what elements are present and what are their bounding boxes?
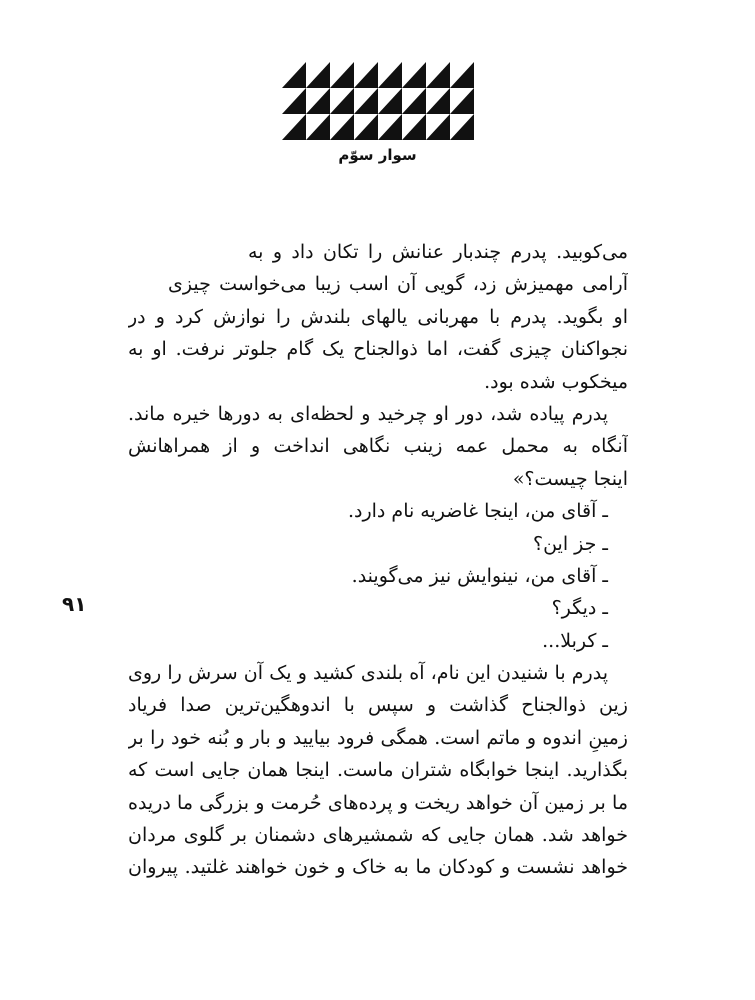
text-line: خواهد شد. همان جایی که شمشیرهای دشمنان بر گلوی مردان [128, 824, 628, 847]
ornament-triangle [354, 62, 378, 88]
ornament-triangle [306, 62, 330, 88]
ornament-triangle [378, 114, 402, 140]
ornament-triangle [330, 88, 354, 114]
ornament-triangle [378, 88, 402, 114]
chapter-title: سوار سوّم [338, 146, 417, 164]
ornament-triangle [402, 114, 426, 140]
text-line: پدرم با شنیدن این نام، آه بلندی کشید و یک آن سرش را روی [128, 662, 608, 685]
text-line: میخکوب شده بود. [484, 370, 628, 393]
ornament-triangle [426, 114, 450, 140]
text-line: پدرم پیاده شد، دور او چرخید و لحظه‌ای به دورها خیره ماند. [128, 402, 608, 425]
text-line: خواهد نشست و کودکان ما به خاک و خون خواهند غلتید. پیروان [128, 856, 628, 879]
triangle-pattern-ornament-icon [282, 62, 474, 140]
text-line: او بگوید. پدرم با مهربانی یالهای بلندش را نوازش کرد و در [128, 305, 628, 328]
dialogue-line: ـ دیگر؟ [551, 597, 608, 620]
text-line: آنگاه به محمل عمه زینب نگاهی انداخت و از همراهانش [128, 435, 628, 458]
ornament-triangle [354, 114, 378, 140]
ornament-triangle [450, 88, 474, 114]
ornament-triangle [330, 62, 354, 88]
text-line: آرامی مهمیزش زد، گویی آن اسب زیبا می‌خواست چیزی [168, 273, 628, 296]
ornament-triangle [426, 62, 450, 88]
ornament-triangle [354, 88, 378, 114]
dialogue-line: ـ جز این؟ [533, 532, 608, 555]
ornament-triangle [402, 88, 426, 114]
text-line: اینجا چیست؟» [512, 467, 628, 490]
ornament-triangle [378, 62, 402, 88]
ornament-triangle [330, 114, 354, 140]
ornament-triangle [402, 62, 426, 88]
dialogue-line: ـ آقای من، نینوایش نیز می‌گویند. [351, 564, 608, 587]
ornament-triangle [306, 114, 330, 140]
ornament-triangle [426, 88, 450, 114]
ornament-triangle [306, 88, 330, 114]
ornament-triangle [450, 62, 474, 88]
ornament-triangle [282, 62, 306, 88]
ornament-triangle [282, 114, 306, 140]
text-line: نجواکنان چیزی گفت، اما ذوالجناح یک گام جلوتر نرفت. او به [128, 338, 628, 361]
text-line: زمینِ اندوه و ماتم است. همگی فرود بیایید و بار و بُنه خود را بر [128, 726, 628, 749]
body-text [128, 236, 628, 884]
ornament-triangle [450, 114, 474, 140]
text-line: می‌کوبید. پدرم چندبار عنانش را تکان داد و به [248, 241, 628, 263]
text-line: بگذارید. اینجا خوابگاه شتران ماست. اینجا همان جایی است که [128, 759, 628, 782]
dialogue-line: ـ کربلا... [542, 629, 608, 652]
text-line: زین ذوالجناح گذاشت و سپس با اندوهگین‌ترین صدا فریاد [128, 694, 628, 717]
ornament-triangle [282, 88, 306, 114]
page-number: ۹۱ [62, 592, 87, 616]
dialogue-line: ـ آقای من، اینجا غاضریه نام دارد. [347, 500, 608, 523]
text-line: ما بر زمین آن خواهد ریخت و پرده‌های حُرمت و بزرگی ما دریده [128, 791, 628, 814]
